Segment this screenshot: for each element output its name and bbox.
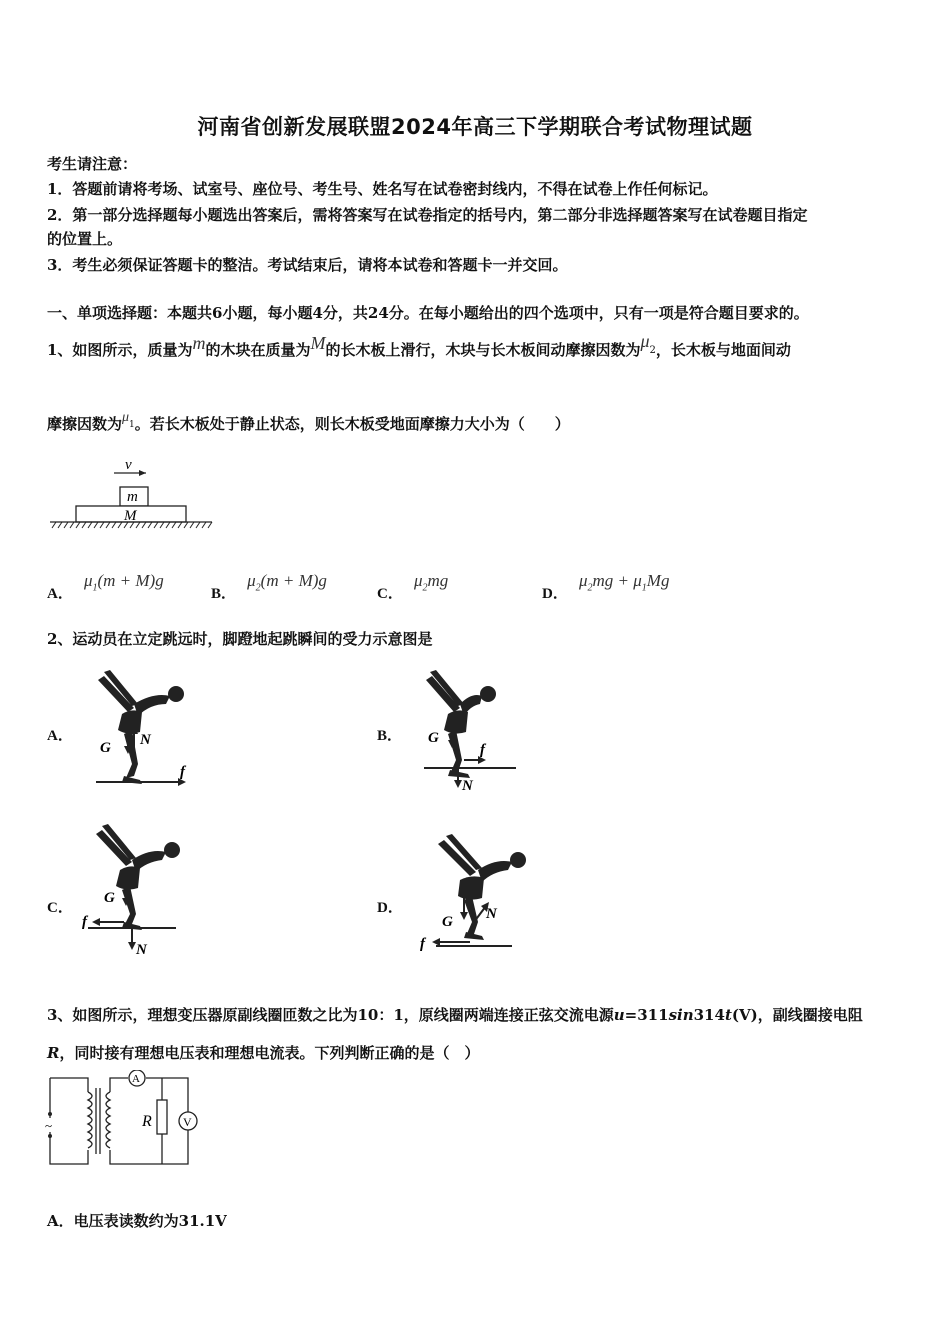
- page-title: 河南省创新发展联盟2024年高三下学期联合考试物理试题: [197, 115, 753, 139]
- option-formula: $\mu_1(m + M)g$: [83, 571, 164, 594]
- q3-text: 3、如图所示，理想变压器原副线圈匝数之比为10：1，原线圈两端连接正弦交流电源: [47, 1006, 614, 1024]
- q3-var-t: t: [724, 1006, 732, 1024]
- q1-sub-1: 1: [129, 420, 135, 430]
- force-f-arrowhead: [432, 938, 440, 946]
- q2-option-c-letter[interactable]: C．: [47, 900, 73, 916]
- q3-circuit-figure: [40, 1070, 210, 1170]
- voltmeter-label: V: [183, 1115, 192, 1129]
- force-n-label: N: [140, 732, 151, 748]
- option-formula: $\mu_2mg + \mu_1Mg$: [578, 571, 670, 594]
- force-g-label: G: [442, 914, 453, 930]
- secondary-wire-bottom: [110, 1130, 188, 1164]
- option-letter: A．: [47, 586, 73, 602]
- primary-wire-top: [50, 1078, 88, 1092]
- q1-text: 1、如图所示，质量为: [47, 341, 193, 359]
- q3-eq: =311: [624, 1006, 669, 1024]
- force-n-label: N: [462, 778, 473, 794]
- option-letter: D．: [542, 586, 568, 602]
- velocity-label: v: [125, 457, 132, 473]
- long-board-label: M: [124, 508, 137, 524]
- q3-sin: sin: [668, 1006, 694, 1024]
- source-label: ~: [45, 1118, 53, 1133]
- q1-var-mu2: μ: [640, 331, 650, 351]
- q3-var-R: R: [47, 1044, 60, 1062]
- option-formula: $\mu_2(m + M)g$: [247, 571, 327, 594]
- q1-option-d[interactable]: [542, 570, 670, 602]
- q2-question: 2、运动员在立定跳远时，脚蹬地起跳瞬间的受力示意图是: [47, 630, 433, 648]
- q1-text: 的木块在质量为: [205, 341, 311, 359]
- notice-item-2-cont: 的位置上。: [47, 230, 123, 248]
- force-g-label: G: [428, 730, 439, 746]
- q1-var-M: M: [310, 333, 326, 353]
- q1-text: ，长木板与地面间动: [655, 341, 791, 359]
- force-g-label: G: [104, 890, 115, 906]
- q3-text: ，同时接有理想电压表和理想电流表。下列判断正确的是（ ）: [59, 1044, 480, 1062]
- athlete-icon: [96, 824, 180, 930]
- q1-text: 。若长木板处于静止状态，则长木板受地面摩擦力大小为（ ）: [134, 415, 570, 433]
- q1-sub-2: 2: [649, 345, 656, 356]
- q1-text: 的长木板上滑行，木块与长木板间动摩擦因数为: [325, 341, 641, 359]
- q3-var-u: u: [613, 1006, 625, 1024]
- q1-block-figure: [48, 457, 218, 535]
- force-f-label: f: [420, 936, 425, 952]
- small-block-label: m: [127, 489, 138, 505]
- q2-option-b-letter[interactable]: B．: [377, 728, 403, 744]
- force-n-label: N: [136, 942, 147, 958]
- force-n-arrowhead: [454, 780, 462, 788]
- q1-option-b[interactable]: [211, 570, 327, 602]
- q1-line-2: [47, 410, 570, 436]
- force-f-label: f: [480, 742, 485, 758]
- primary-coil: [88, 1092, 92, 1148]
- option-letter: C．: [377, 586, 403, 602]
- option-letter: B．: [211, 586, 237, 602]
- q2-figure-d: [412, 826, 542, 962]
- option-formula: $\mu_2mg$: [413, 571, 449, 594]
- q3-text: ，副线圈接电阻: [757, 1006, 863, 1024]
- notice-heading: 考生请注意：: [47, 155, 138, 173]
- q3-num: 314: [693, 1006, 725, 1024]
- q1-text: 摩擦因数为: [47, 415, 123, 433]
- resistor-label: R: [142, 1113, 152, 1130]
- terminal: [48, 1112, 52, 1116]
- force-g-arrowhead: [460, 912, 468, 920]
- notice-item-3: 3．考生必须保证答题卡的整洁。考试结束后，请将本试卷和答题卡一并交回。: [47, 256, 568, 274]
- athlete-icon: [426, 670, 496, 778]
- q1-option-c[interactable]: [377, 570, 449, 602]
- q2-figure-b: [420, 666, 530, 794]
- q3-line-1: [47, 1004, 863, 1025]
- notice-item-2: 2．第一部分选择题每小题选出答案后，需将答案写在试卷指定的括号内，第二部分非选择题答案写在试卷题目指定: [47, 206, 808, 224]
- force-g-label: G: [100, 740, 111, 756]
- terminal: [48, 1134, 52, 1138]
- q2-figure-c: [80, 822, 190, 960]
- q1-var-m: m: [192, 333, 206, 353]
- secondary-wire-top: [110, 1078, 128, 1092]
- q2-figure-a: [88, 664, 198, 792]
- q3-unit: (V): [731, 1006, 758, 1024]
- section-heading: 一、单项选择题：本题共6小题，每小题4分，共24分。在每小题给出的四个选项中，只有一项是符合题目要求的。: [47, 304, 809, 322]
- ammeter-label: A: [132, 1073, 140, 1085]
- secondary-coil: [106, 1092, 110, 1148]
- resistor: [157, 1100, 167, 1134]
- velocity-arrowhead: [139, 470, 146, 476]
- force-n-arrowhead: [128, 942, 136, 950]
- force-f-label: f: [82, 914, 87, 930]
- force-f-label: f: [180, 764, 185, 780]
- q1-line-1: [47, 331, 791, 362]
- force-n-label: N: [486, 906, 497, 922]
- q3-option-a[interactable]: A．电压表读数约为31.1V: [47, 1212, 227, 1230]
- q2-option-d-letter[interactable]: D．: [377, 900, 403, 916]
- athlete-icon: [98, 670, 184, 784]
- notice-item-1: 1．答题前请将考场、试室号、座位号、考生号、姓名写在试卷密封线内，不得在试卷上作任何标记。: [47, 180, 718, 198]
- q1-var-mu1: μ: [122, 410, 130, 425]
- force-f-arrowhead: [92, 918, 100, 926]
- q1-option-a[interactable]: [47, 570, 164, 602]
- q3-line-2: [47, 1042, 479, 1063]
- q2-option-a-letter[interactable]: A．: [47, 728, 73, 744]
